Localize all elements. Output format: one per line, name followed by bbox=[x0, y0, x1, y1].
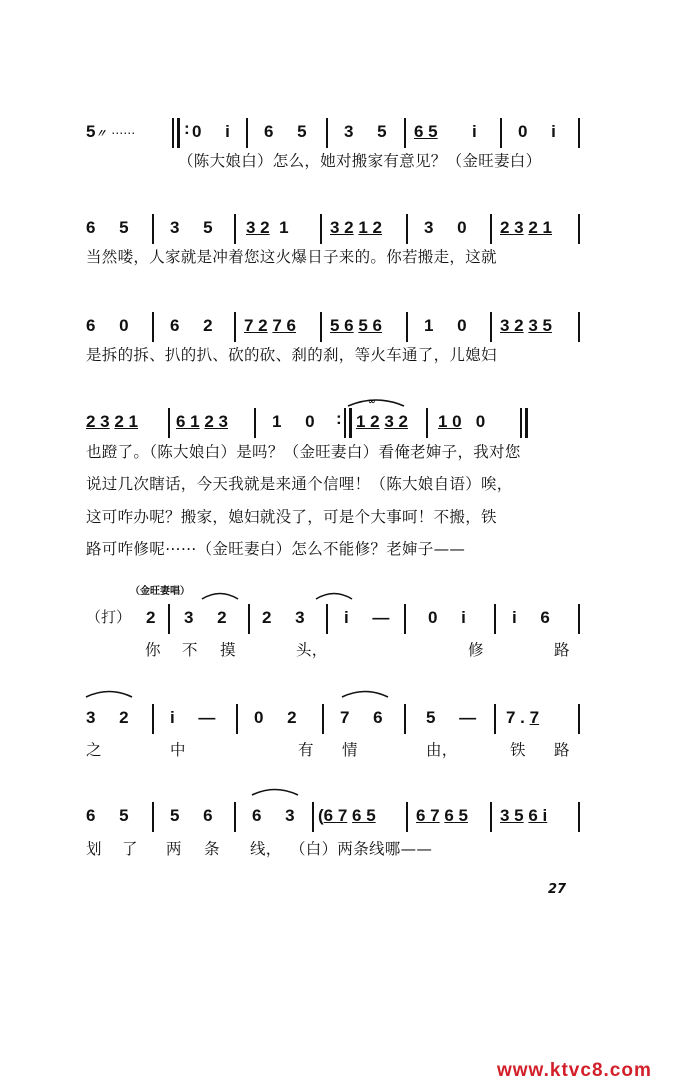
lyric-char: 情 bbox=[342, 741, 358, 759]
note-group: 3 2 bbox=[184, 608, 227, 627]
note-group: 3 0 bbox=[424, 218, 467, 237]
barline bbox=[248, 604, 250, 634]
note-group: 1 0 bbox=[272, 412, 315, 431]
slur-mark bbox=[200, 590, 240, 600]
final-barline bbox=[520, 408, 528, 438]
page-number: 27 bbox=[548, 882, 567, 897]
note-group: 2 3 2 1 bbox=[86, 412, 139, 431]
barline bbox=[500, 118, 502, 148]
note-group: 6 3 bbox=[252, 806, 295, 825]
barline bbox=[320, 214, 322, 244]
note-group: 0 i bbox=[428, 608, 466, 627]
note-group: : bbox=[336, 409, 342, 428]
note-group: 3 5 bbox=[344, 122, 387, 141]
barline bbox=[168, 408, 170, 438]
paragraph-line: 说过几次瞎话，今天我就是来通个信哩！（陈大娘自语）唉， bbox=[86, 475, 513, 493]
lyric-char: 路 bbox=[554, 641, 570, 659]
lyric-char: 铁 bbox=[510, 741, 526, 759]
barline bbox=[404, 118, 406, 148]
svg-text:∞: ∞ bbox=[368, 397, 376, 407]
note-group: 3 5 bbox=[170, 218, 213, 237]
lyric-char: 由， bbox=[426, 741, 458, 759]
barline bbox=[490, 214, 492, 244]
notation-line-4 bbox=[86, 408, 591, 436]
barline bbox=[322, 704, 324, 734]
note-group: (6 7 6 5 bbox=[318, 806, 376, 825]
lyric-char: 划 bbox=[86, 840, 102, 858]
notation-line-2 bbox=[86, 214, 591, 242]
paragraph-line: 路可咋修呢⋯⋯（金旺妻白）怎么不能修？老婶子—— bbox=[86, 540, 466, 558]
slur-mark bbox=[84, 688, 134, 698]
barline bbox=[326, 118, 328, 148]
barline bbox=[234, 312, 236, 342]
barline bbox=[168, 604, 170, 634]
note-group: 7 2 7 6 bbox=[244, 316, 297, 335]
barline bbox=[578, 214, 580, 244]
lyric-char: 不 bbox=[182, 641, 198, 659]
barline bbox=[406, 214, 408, 244]
watermark: www.ktvc8.com bbox=[497, 1060, 652, 1081]
slur-mark bbox=[346, 396, 406, 408]
barline bbox=[578, 704, 580, 734]
note-group: 5〃 ⋯⋯ bbox=[86, 122, 136, 141]
lyric-char: （白）两条线哪—— bbox=[290, 840, 433, 858]
lyric-char: 有 bbox=[298, 741, 314, 759]
note-group: 1 2 3 2 bbox=[356, 412, 409, 431]
note-group: 6 5 bbox=[86, 806, 129, 825]
note-group: 3 2 1 bbox=[246, 218, 289, 237]
barline bbox=[578, 118, 580, 148]
barline bbox=[152, 312, 154, 342]
note-group: 3 2 3 5 bbox=[500, 316, 553, 335]
barline bbox=[490, 802, 492, 832]
note-group: i — bbox=[170, 708, 216, 727]
note-group: 6 5 bbox=[264, 122, 307, 141]
barline bbox=[312, 802, 314, 832]
barline bbox=[406, 312, 408, 342]
lyric-char: 中 bbox=[170, 741, 186, 759]
barline bbox=[490, 312, 492, 342]
note-group: 3 2 1 2 bbox=[330, 218, 383, 237]
lyric-line-3: 是拆的拆、扒的扒、砍的砍、刹的刹，等火车通了，儿媳妇 bbox=[86, 346, 497, 364]
note-group: 1 0 bbox=[424, 316, 467, 335]
note-group: 5 6 bbox=[170, 806, 213, 825]
note-group: 1 0 0 bbox=[438, 412, 486, 431]
note-group: 7 . 7 bbox=[506, 708, 540, 727]
barline bbox=[494, 604, 496, 634]
note-group: 0 i bbox=[518, 122, 556, 141]
note-group: 6 0 bbox=[86, 316, 129, 335]
note-group: 6 5 bbox=[414, 122, 438, 141]
barline bbox=[494, 704, 496, 734]
note-group: 3 2 bbox=[86, 708, 129, 727]
barline bbox=[152, 214, 154, 244]
note-group: i bbox=[472, 122, 477, 141]
notation-line-5 bbox=[86, 604, 591, 632]
note-group: 2 3 2 1 bbox=[500, 218, 553, 237]
note-group: 6 7 6 5 bbox=[416, 806, 469, 825]
lyric-line-1: （陈大娘白）怎么，她对搬家有意见？（金旺妻白） bbox=[178, 152, 542, 170]
notation-line-7 bbox=[86, 802, 591, 830]
barline bbox=[236, 704, 238, 734]
barline bbox=[320, 312, 322, 342]
note-group: 0 i bbox=[192, 122, 230, 141]
note-group: : bbox=[184, 119, 190, 138]
lyric-line-2: 当然喽，人家就是冲着您这火爆日子来的。你若搬走，这就 bbox=[86, 248, 497, 266]
barline bbox=[404, 604, 406, 634]
slur-mark bbox=[314, 590, 354, 600]
barline bbox=[234, 802, 236, 832]
note-group: 2 bbox=[146, 608, 156, 627]
barline bbox=[404, 704, 406, 734]
barline bbox=[152, 704, 154, 734]
note-group: 5 — bbox=[426, 708, 477, 727]
lyric-char: 路 bbox=[554, 741, 570, 759]
notation-line-3 bbox=[86, 312, 591, 340]
repeat-barline bbox=[172, 118, 180, 148]
lyric-char: 你 bbox=[145, 641, 161, 659]
barline bbox=[578, 604, 580, 634]
note-group: 6 5 bbox=[86, 218, 129, 237]
barline bbox=[246, 118, 248, 148]
barline bbox=[234, 214, 236, 244]
barline bbox=[578, 802, 580, 832]
note-group: 0 2 bbox=[254, 708, 297, 727]
singer-tag: （金旺妻唱） bbox=[130, 586, 190, 597]
note-group: 2 3 bbox=[262, 608, 305, 627]
note-group: 6 1 2 3 bbox=[176, 412, 229, 431]
barline bbox=[406, 802, 408, 832]
lyric-char: 条 bbox=[204, 840, 220, 858]
paragraph-line: 也蹬了。（陈大娘白）是吗？（金旺妻白）看俺老婶子，我对您 bbox=[86, 443, 521, 461]
note-group: 6 2 bbox=[170, 316, 213, 335]
note-group: i — bbox=[344, 608, 390, 627]
repeat-end-barline bbox=[344, 408, 352, 438]
note-group: 3 5 6 i bbox=[500, 806, 548, 825]
note-group: 7 6 bbox=[340, 708, 383, 727]
barline bbox=[426, 408, 428, 438]
note-group: i 6 bbox=[512, 608, 550, 627]
barline bbox=[326, 604, 328, 634]
lyric-char: 了 bbox=[122, 840, 138, 858]
lyric-char: 摸 bbox=[220, 641, 236, 659]
paragraph-line: 这可咋办呢？搬家，媳妇就没了，可是个大事呵！不搬，铁 bbox=[86, 508, 497, 526]
lyric-char: 修 bbox=[468, 641, 484, 659]
barline bbox=[254, 408, 256, 438]
barline bbox=[578, 312, 580, 342]
barline bbox=[152, 802, 154, 832]
slur-mark bbox=[250, 786, 300, 796]
lyric-char: 线， bbox=[250, 840, 282, 858]
lyric-char: 头， bbox=[296, 641, 328, 659]
notation-line-1 bbox=[86, 118, 591, 146]
slur-mark bbox=[340, 688, 390, 698]
notation-line-6 bbox=[86, 704, 591, 732]
note-group: （打） bbox=[86, 609, 132, 626]
lyric-char: 两 bbox=[166, 840, 182, 858]
lyric-char: 之 bbox=[86, 741, 102, 759]
note-group: 5 6 5 6 bbox=[330, 316, 383, 335]
